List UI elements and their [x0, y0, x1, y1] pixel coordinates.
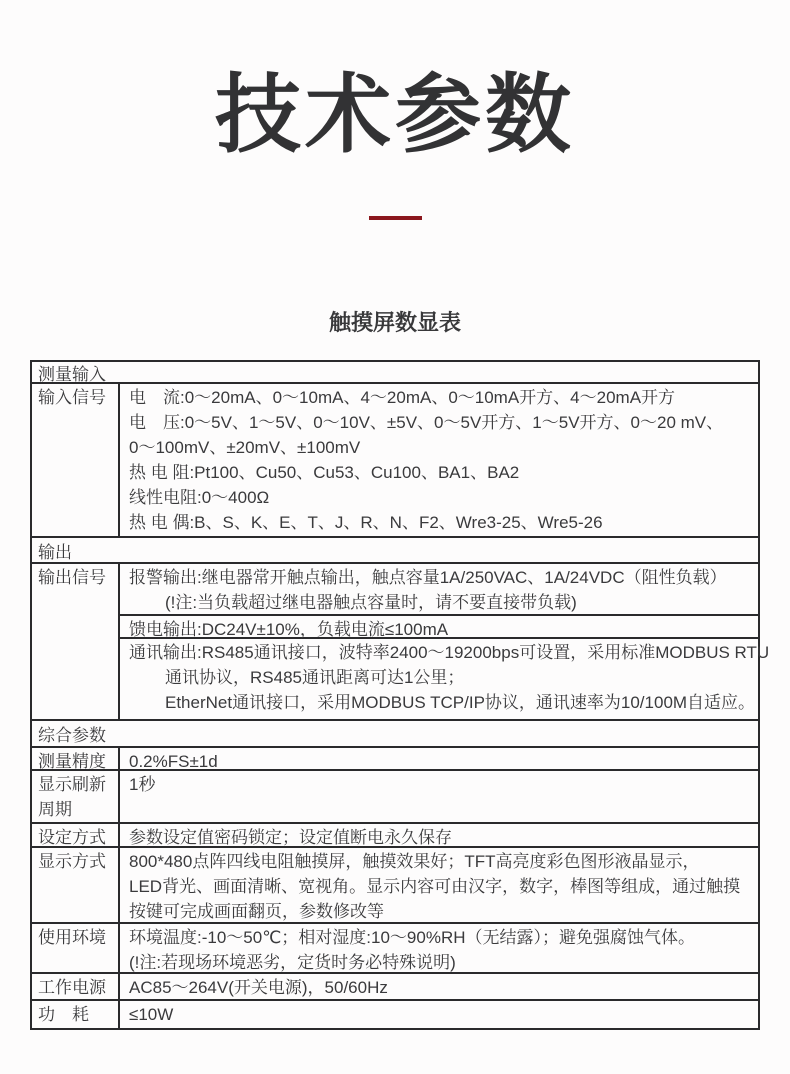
section-label: 综合参数 — [38, 726, 106, 746]
row-label: 功 耗 — [32, 1001, 120, 1028]
row-content — [120, 748, 758, 772]
spec-line: 电 流:0～20mA、0～10mA、4～20mA、0～10mA开方、4～20mA开方 — [129, 388, 676, 408]
table-title: 触摸屏数显表 — [328, 310, 461, 336]
row-label: 显示方式 — [32, 848, 120, 922]
spec-line: 0.2%FS±1d — [129, 752, 218, 772]
row-power-supply — [32, 974, 758, 1001]
section-header-output — [32, 538, 758, 564]
spec-line: 按键可完成画面翻页，参数修改等 — [129, 902, 384, 922]
row-content — [120, 824, 758, 846]
row-content — [120, 771, 758, 822]
row-content — [120, 1001, 758, 1028]
spec-line-note: (!注:当负载超过继电器触点容量时，请不要直接带负载) — [165, 593, 577, 613]
spec-line: EtherNet通讯接口，采用MODBUS TCP/IP协议，通讯速率为10/100M自适应。 — [165, 693, 756, 713]
section-header-measure-input — [32, 362, 758, 384]
row-content — [120, 974, 758, 999]
section-header-general-params — [32, 721, 758, 748]
spec-line: ≤10W — [129, 1005, 174, 1025]
spec-line: AC85～264V(开关电源)，50/60Hz — [129, 978, 388, 998]
spec-line: 0～100mV、±20mV、±100mV — [129, 438, 361, 458]
row-input-signal — [32, 384, 758, 538]
row-power-consumption — [32, 1001, 758, 1028]
row-label: 工作电源 — [32, 974, 120, 999]
spec-line-note: (!注:若现场环境恶劣，定货时务必特殊说明) — [129, 953, 456, 973]
row-output-signal — [32, 564, 770, 721]
page-title: 技术参数 — [215, 67, 575, 163]
spec-table — [30, 360, 770, 1030]
row-content — [120, 924, 758, 972]
spec-line: 通讯协议，RS485通讯距离可达1公里； — [165, 668, 465, 688]
spec-line: 800*480点阵四线电阻触摸屏，触摸效果好；TFT高亮度彩色图形液晶显示， — [129, 852, 700, 872]
subrow-feed-output — [120, 616, 758, 639]
row-label: 使用环境 — [32, 924, 120, 972]
spec-line: 1秒 — [129, 775, 156, 795]
row-content — [120, 384, 758, 536]
row-label: 测量精度 — [32, 748, 120, 769]
subrow-alarm-output — [120, 564, 758, 616]
section-label: 输出 — [38, 542, 72, 562]
spec-line: 环境温度:-10～50℃；相对湿度:10～90%RH（无结露）；避免强腐蚀气体。 — [129, 928, 696, 948]
spec-line: 报警输出:继电器常开触点输出，触点容量1A/250VAC、1A/24VDC（阻性负载） — [129, 568, 727, 588]
spec-line: 通讯输出:RS485通讯接口，波特率2400～19200bps可设置，采用标准MODBUS RTU — [129, 643, 770, 663]
row-display-mode — [32, 848, 758, 924]
row-label: 输出信号 — [32, 564, 120, 719]
row-setting-mode — [32, 824, 758, 848]
row-refresh-cycle — [32, 771, 758, 824]
section-label: 测量输入 — [38, 364, 106, 384]
spec-line: 线性电阻:0～400Ω — [129, 488, 270, 508]
row-content — [120, 564, 770, 719]
row-environment — [32, 924, 758, 974]
row-label: 输入信号 — [32, 384, 120, 536]
row-accuracy — [32, 748, 758, 771]
subrow-comm-output — [120, 639, 770, 719]
spec-line: 热 电 偶:B、S、K、E、T、J、R、N、F2、Wre3-25、Wre5-26 — [129, 513, 603, 533]
spec-line: 馈电输出:DC24V±10%，负载电流≤100mA — [129, 620, 449, 640]
spec-line: LED背光、画面清晰、宽视角。显示内容可由汉字，数字，棒图等组成，通过触摸 — [129, 877, 741, 897]
row-content — [120, 848, 758, 922]
spec-line: 电 压:0～5V、1～5V、0～10V、±5V、0～5V开方、1～5V开方、0～20 mV、 — [129, 413, 724, 433]
spec-line: 热 电 阻:Pt100、Cu50、Cu53、Cu100、BA1、BA2 — [129, 463, 520, 483]
spec-line: 参数设定值密码锁定；设定值断电永久保存 — [129, 828, 452, 848]
row-label: 设定方式 — [32, 824, 120, 846]
title-divider-line — [369, 216, 422, 220]
row-label: 显示刷新周期 — [32, 771, 120, 822]
